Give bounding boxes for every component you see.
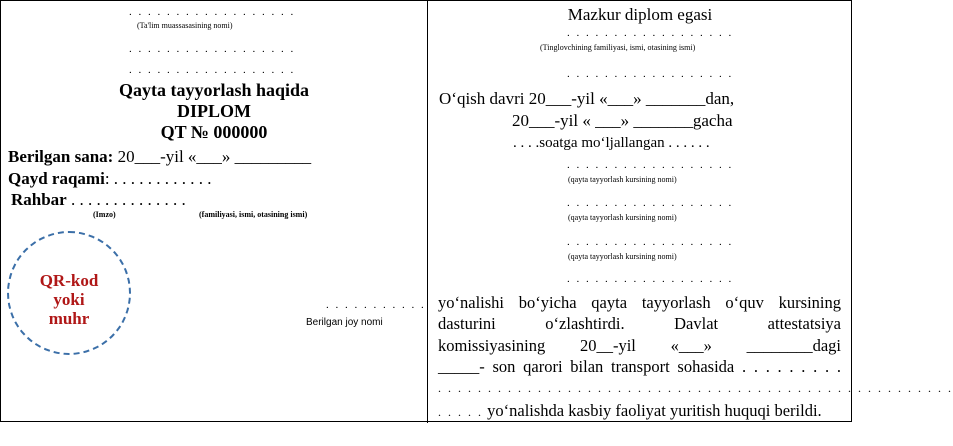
- paragraph-line: dasturini o‘zlashtirdi. Davlat attestatsiya: [438, 314, 841, 333]
- closing-text: yo‘nalishda kasbiy faoliyat yuritish huquqi berildi.: [487, 401, 822, 420]
- issue-date-row: [8, 147, 311, 167]
- course-dots: . . . . . . . . . . . . . . . . . .: [567, 197, 734, 209]
- holder-heading: Mazkur diplom egasi: [567, 5, 713, 24]
- paragraph-line: _____- son qarori bilan transport sohasida . . . . . . . . .: [438, 357, 841, 376]
- institution-caption: (Ta'lim muassasasining nomi): [137, 21, 233, 30]
- study-period-start: O‘qish davri 20___-yil «___» _______dan,: [439, 89, 735, 108]
- title-line: QT № 000000: [160, 122, 268, 142]
- course-dots: . . . . . . . . . . . . . . . . . .: [567, 236, 734, 248]
- study-period-end: 20___-yil « ___» _______gacha: [512, 111, 733, 130]
- final-dots: . . . . . . . . . . . . . . . . . .: [567, 273, 734, 285]
- signature-caption: (Imzo): [93, 210, 116, 219]
- closing-dots: . . . . .: [438, 405, 483, 419]
- full-dots-line: . . . . . . . . . . . . . . . . . . . . . . . . . . . . . . . . . . . . . . . . . . . . . . . . . . . .: [438, 381, 953, 395]
- course-caption: (qayta tayyorlash kursining nomi): [568, 252, 677, 261]
- stamp-label: [9, 271, 129, 328]
- course-caption: (qayta tayyorlash kursining nomi): [568, 213, 677, 222]
- stamp-circle: [7, 231, 131, 355]
- head-label: Rahbar: [11, 190, 67, 209]
- diploma-title: [1, 80, 427, 143]
- stamp-line: yoki: [53, 290, 85, 309]
- issue-date-value: 20___-yil «___» _________: [117, 147, 312, 166]
- paragraph-line: komissiyasining 20__-yil «___» ________dagi: [438, 336, 841, 355]
- stamp-line: muhr: [48, 309, 90, 328]
- head-row: [11, 190, 186, 210]
- page-divider: [427, 1, 428, 423]
- head-signature-dots: . . . . . . . . . . . . . .: [70, 190, 186, 209]
- fullname-caption: (familiyasi, ismi, otasining ismi): [199, 210, 308, 219]
- issue-date-label: Berilgan sana:: [8, 147, 114, 166]
- course-dots: . . . . . . . . . . . . . . . . . .: [567, 159, 734, 171]
- dots-line: . . . . . . . . . . . . . . . . . .: [129, 64, 296, 76]
- closing-line: [438, 401, 822, 421]
- holder-caption: (Tinglovchining familiyasi, ismi, otasining ismi): [540, 43, 696, 52]
- place-dots: . . . . . . . . . . .: [326, 299, 426, 311]
- dots-line: . . . . . . . . . . . . . . . . . .: [129, 43, 296, 55]
- holder-dots: . . . . . . . . . . . . . . . . . .: [567, 68, 734, 80]
- hours-line: . . . .soatga mo‘ljallangan . . . . . .: [513, 135, 710, 151]
- registration-label: Qayd raqami: [8, 169, 105, 188]
- course-caption: (qayta tayyorlash kursining nomi): [568, 175, 677, 184]
- title-line: DIPLOM: [177, 101, 251, 121]
- registration-row: [8, 169, 212, 189]
- institution-dots: . . . . . . . . . . . . . . . . . .: [129, 6, 296, 18]
- holder-dots: . . . . . . . . . . . . . . . . . .: [567, 27, 734, 39]
- stamp-line: QR-kod: [39, 271, 99, 290]
- place-caption: Berilgan joy nomi: [306, 317, 383, 328]
- registration-value: : . . . . . . . . . . . .: [104, 169, 212, 188]
- title-line: Qayta tayyorlash haqida: [118, 80, 310, 100]
- paragraph-line: yo‘nalishi bo‘yicha qayta tayyorlash o‘quv kursining: [438, 293, 841, 312]
